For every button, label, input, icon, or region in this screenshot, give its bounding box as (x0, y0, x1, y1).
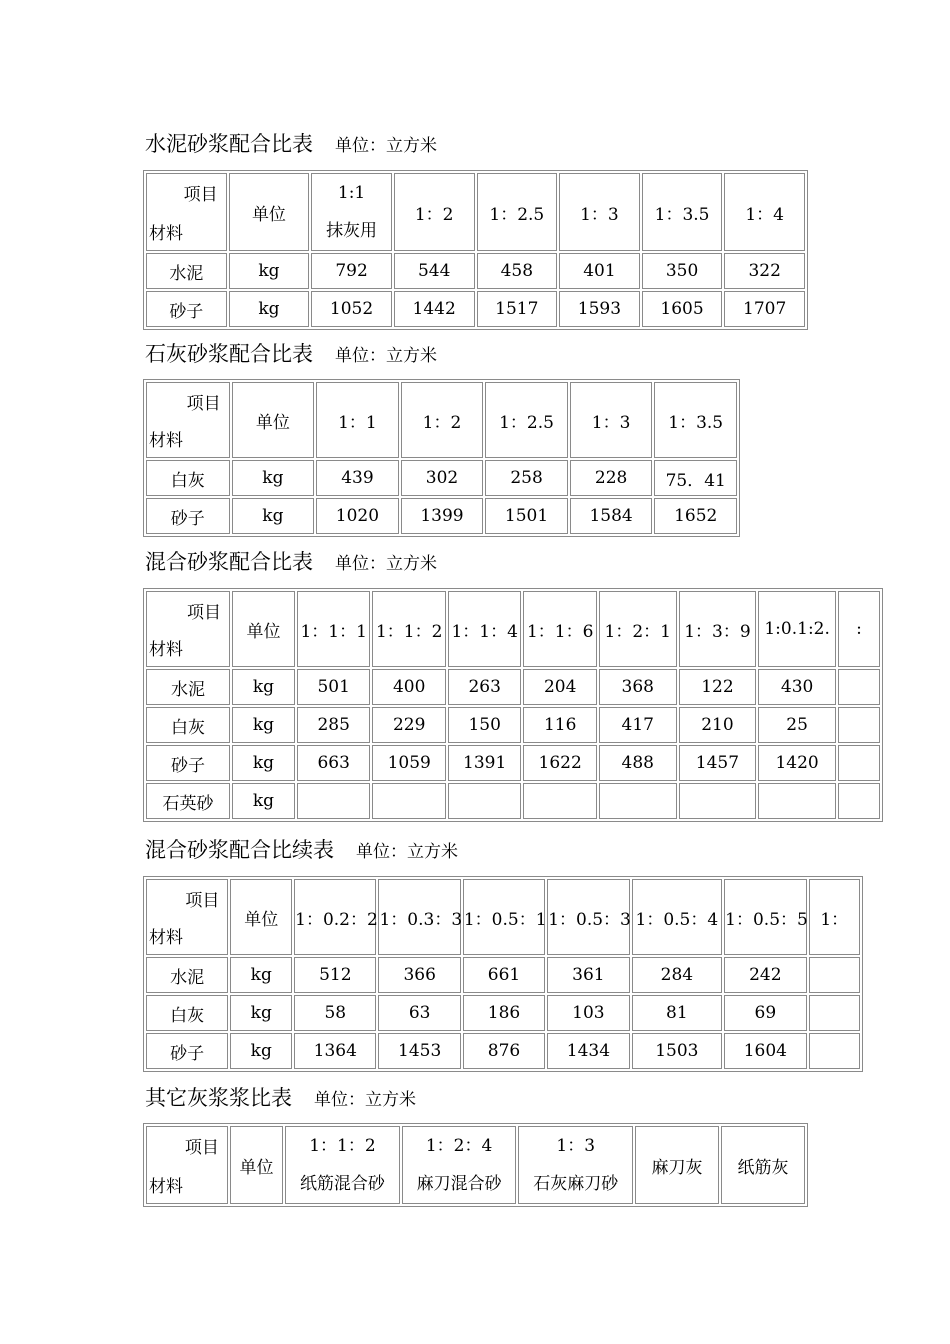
cell-value: 876 (463, 1033, 545, 1069)
cell-value (809, 1033, 860, 1069)
header-ratio: 1：2 (401, 382, 484, 458)
unit-label: 单位：立方米 (335, 554, 437, 574)
cell-value: 186 (463, 995, 545, 1031)
header-ratio: 1：4 (724, 173, 805, 251)
cell-value: 1584 (570, 498, 653, 534)
header-ratio: 1：0.5：1 (463, 879, 545, 955)
cell-value: 285 (297, 707, 370, 743)
row-material: 白灰 (146, 707, 230, 743)
header-ratio: 1:0.1:2. (758, 591, 836, 667)
section-title-lime-mortar (145, 338, 437, 368)
header-unit: 单位 (232, 382, 315, 458)
unit-label: 单位：立方米 (356, 842, 458, 862)
cell-value (523, 783, 596, 819)
header-ratio: 1：1：1 (297, 591, 370, 667)
cell-value: 1059 (372, 745, 445, 781)
mixed-mortar-continued-table (143, 876, 863, 1072)
title-text: 水泥砂浆配合比表 (145, 132, 313, 156)
cell-value: 1434 (547, 1033, 629, 1069)
header-material: 材料 (149, 431, 183, 451)
mixed-mortar-continued-viewport (143, 876, 849, 1076)
cell-value: 322 (724, 253, 805, 289)
row-unit: kg (232, 707, 295, 743)
table-row (146, 460, 737, 496)
header-ratio: 1：3：9 (679, 591, 757, 667)
cell-value: 1622 (523, 745, 596, 781)
header-unit: 单位 (229, 173, 310, 251)
cell-value: 1593 (559, 291, 640, 327)
header-corner (146, 1126, 228, 1204)
row-material: 水泥 (146, 669, 230, 705)
header-corner (146, 173, 227, 251)
cell-value: 1457 (679, 745, 757, 781)
section-title-mixed-mortar-continued (145, 834, 458, 864)
cell-value: 350 (642, 253, 723, 289)
header-ratio: 1：0.5：4 (632, 879, 723, 955)
header-material: 材料 (149, 224, 183, 244)
cell-value: 69 (724, 995, 806, 1031)
cell-value: 661 (463, 957, 545, 993)
cell-value (809, 995, 860, 1031)
header-corner (146, 879, 228, 955)
unit-label: 单位：立方米 (335, 136, 437, 156)
header-ratio: 1：2.5 (477, 173, 558, 251)
header-ratio: 1： (809, 879, 860, 955)
cell-value: 458 (477, 253, 558, 289)
mixed-mortar-table (143, 588, 883, 822)
header-ratio: 1：3 石灰麻刀砂 (518, 1126, 633, 1204)
header-ratio: 1：3.5 (642, 173, 723, 251)
header-material: 材料 (149, 640, 183, 660)
header-corner (146, 591, 230, 667)
row-material: 砂子 (146, 498, 230, 534)
section-title-mixed-mortar (145, 546, 437, 576)
cell-value: 1517 (477, 291, 558, 327)
row-material: 砂子 (146, 745, 230, 781)
header-ratio: 1：3 (559, 173, 640, 251)
cell-value: 302 (401, 460, 484, 496)
cement-mortar-table (143, 170, 808, 330)
header-ratio: 1：1：4 (448, 591, 521, 667)
cell-value: 116 (523, 707, 596, 743)
header-corner (146, 382, 230, 458)
table-row (146, 995, 860, 1031)
header-ratio: 1：2：4 麻刀混合砂 (402, 1126, 517, 1204)
header-ratio: 1：0.3：3 (378, 879, 460, 955)
mixed-mortar-table-viewport (143, 588, 862, 828)
cell-value: 663 (297, 745, 370, 781)
table-row (146, 1033, 860, 1069)
cell-value: 103 (547, 995, 629, 1031)
cell-value (679, 783, 757, 819)
cell-value: 263 (448, 669, 521, 705)
row-unit: kg (229, 291, 310, 327)
row-unit: kg (232, 745, 295, 781)
row-unit: kg (230, 995, 292, 1031)
header-ratio: 麻刀灰 (635, 1126, 719, 1204)
cell-value: 25 (758, 707, 836, 743)
cell-value: 229 (372, 707, 445, 743)
cell-value (838, 707, 880, 743)
header-unit: 单位 (230, 879, 292, 955)
cell-value: 58 (294, 995, 376, 1031)
table-row (146, 783, 880, 819)
header-material: 材料 (149, 1177, 183, 1197)
header-ratio: 纸筋灰 (721, 1126, 805, 1204)
header-material: 材料 (149, 928, 183, 948)
row-material: 水泥 (146, 253, 227, 289)
row-unit: kg (229, 253, 310, 289)
header-item: 项目 (184, 1138, 219, 1158)
header-ratio: 1：2.5 (485, 382, 568, 458)
cell-value: 1652 (654, 498, 737, 534)
cell-value: 1391 (448, 745, 521, 781)
cell-value: 439 (316, 460, 399, 496)
cell-value: 792 (311, 253, 392, 289)
header-unit: 单位 (232, 591, 295, 667)
cell-value: 1604 (724, 1033, 806, 1069)
cell-value (297, 783, 370, 819)
cell-value: 512 (294, 957, 376, 993)
row-unit: kg (230, 1033, 292, 1069)
cell-value: 400 (372, 669, 445, 705)
cell-value: 361 (547, 957, 629, 993)
header-ratio: 1：1：6 (523, 591, 596, 667)
cell-value: 210 (679, 707, 757, 743)
header-item: 项目 (186, 394, 221, 414)
header-ratio: 1：1 (316, 382, 399, 458)
header-item: 项目 (186, 603, 221, 623)
cell-value: 1420 (758, 745, 836, 781)
unit-label: 单位：立方米 (314, 1090, 416, 1110)
table-row (146, 253, 805, 289)
header-ratio: 1：2：1 (599, 591, 677, 667)
cell-value: 1503 (632, 1033, 723, 1069)
cell-value (448, 783, 521, 819)
table-row (146, 957, 860, 993)
table-row (146, 291, 805, 327)
cell-value: 284 (632, 957, 723, 993)
cell-value: 430 (758, 669, 836, 705)
table-row (146, 707, 880, 743)
header-ratio: 1：3 (570, 382, 653, 458)
title-text: 混合砂浆配合比续表 (145, 838, 334, 862)
row-unit: kg (230, 957, 292, 993)
cell-value: 1399 (401, 498, 484, 534)
table-row (146, 669, 880, 705)
row-unit: kg (232, 783, 295, 819)
row-material: 白灰 (146, 460, 230, 496)
cell-value: 81 (632, 995, 723, 1031)
cell-value: 401 (559, 253, 640, 289)
cell-value: 258 (485, 460, 568, 496)
cell-value: 488 (599, 745, 677, 781)
header-item: 项目 (185, 891, 220, 911)
cell-value: 544 (394, 253, 475, 289)
header-ratio: 1：1：2 (372, 591, 445, 667)
header-ratio: 1：0.5：3 (547, 879, 629, 955)
row-unit: kg (232, 669, 295, 705)
header-ratio: 1:1 抹灰用 (311, 173, 392, 251)
cell-value: 501 (297, 669, 370, 705)
title-text: 石灰砂浆配合比表 (145, 342, 313, 366)
cell-value: 368 (599, 669, 677, 705)
cell-value (838, 783, 880, 819)
header-ratio: 1：0.2：2 (294, 879, 376, 955)
unit-label: 单位：立方米 (335, 346, 437, 366)
title-text: 混合砂浆配合比表 (145, 550, 313, 574)
table-row (146, 498, 737, 534)
cell-value (838, 745, 880, 781)
header-ratio: 1：3.5 (654, 382, 737, 458)
cell-value: 1442 (394, 291, 475, 327)
other-mortar-table (143, 1123, 808, 1207)
cell-value: 1364 (294, 1033, 376, 1069)
cell-value (838, 669, 880, 705)
cell-value: 1501 (485, 498, 568, 534)
row-material: 砂子 (146, 291, 227, 327)
cell-value: 1052 (311, 291, 392, 327)
header-ratio: 1：2 (394, 173, 475, 251)
header-unit: 单位 (230, 1126, 283, 1204)
cell-value: 204 (523, 669, 596, 705)
section-title-other-mortar (145, 1082, 416, 1112)
cell-value (809, 957, 860, 993)
cell-value: 366 (378, 957, 460, 993)
row-unit: kg (232, 498, 315, 534)
cell-value: 1707 (724, 291, 805, 327)
cell-value: 1453 (378, 1033, 460, 1069)
cell-value: 1605 (642, 291, 723, 327)
title-text: 其它灰浆浆比表 (145, 1086, 292, 1110)
cell-value: 1020 (316, 498, 399, 534)
header-ratio: : (838, 591, 880, 667)
row-material: 石英砂 (146, 783, 230, 819)
cell-value: 417 (599, 707, 677, 743)
cell-value: 63 (378, 995, 460, 1031)
header-ratio: 1：0.5：5 (724, 879, 806, 955)
cell-value (758, 783, 836, 819)
row-material: 水泥 (146, 957, 228, 993)
cell-value (372, 783, 445, 819)
cell-value: 75．41 (654, 460, 737, 496)
row-material: 砂子 (146, 1033, 228, 1069)
lime-mortar-table (143, 379, 740, 537)
table-row (146, 745, 880, 781)
cell-value (599, 783, 677, 819)
section-title-cement-mortar (145, 128, 437, 158)
cell-value: 122 (679, 669, 757, 705)
cell-value: 150 (448, 707, 521, 743)
row-material: 白灰 (146, 995, 228, 1031)
cell-value: 242 (724, 957, 806, 993)
header-item: 项目 (183, 185, 218, 205)
row-unit: kg (232, 460, 315, 496)
header-ratio: 1：1：2 纸筋混合砂 (285, 1126, 400, 1204)
cell-value: 228 (570, 460, 653, 496)
